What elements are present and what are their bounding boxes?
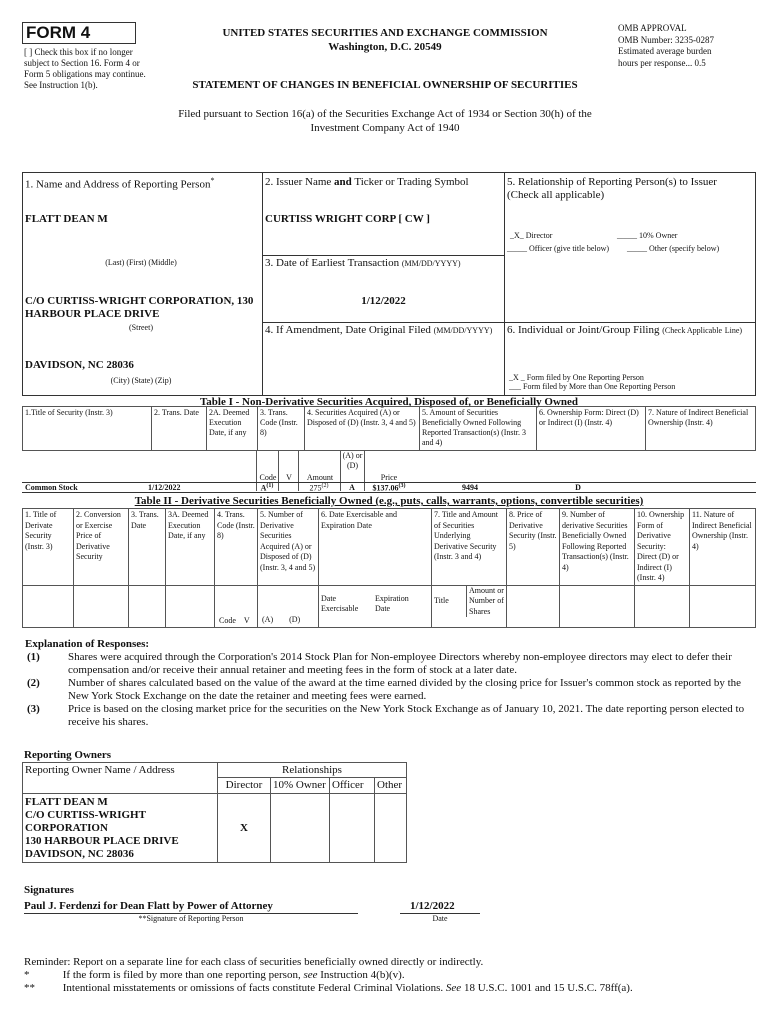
t2-h8: 8. Price of Derivative Security (Instr. 5): [507, 509, 560, 586]
street-caption: (Street): [129, 323, 153, 332]
owners-title: Reporting Owners: [24, 749, 112, 761]
table2-title: Table II - Derivative Securities Beneficially Owned (e.g., puts, calls, warrants, options, convertible securities): [134, 495, 644, 507]
t2-h5: 5. Number of Derivative Securities Acquired (A) or Disposed of (D) (Instr. 3, 4 and 5): [258, 509, 319, 586]
t1-h4: 4. Securities Acquired (A) or Disposed of (D) (Instr. 3, 4 and 5): [305, 407, 420, 451]
box5-label-2: (Check all applicable): [507, 189, 605, 201]
signature-caption: **Signature of Reporting Person: [138, 914, 244, 923]
signature-name: Paul J. Ferdenzi for Dean Flatt by Power of Attorney: [24, 900, 273, 912]
reminder: Reminder: Report on a separate line for each class of securities beneficially owned directly or indirectly.: [24, 956, 484, 968]
t2-h11: 11. Nature of Indirect Beneficial Ownership (Instr. 4): [690, 509, 756, 586]
t2-h4: 4. Trans. Code (Instr. 8): [215, 509, 258, 586]
street-line-1: C/O CURTISS-WRIGHT CORPORATION, 130: [25, 295, 254, 307]
other-checkbox[interactable]: _____ Other (specify below): [627, 244, 720, 253]
t1-row-form: D: [575, 483, 581, 492]
t2-sub-dates: Date Exercisable Expiration Date: [319, 585, 432, 627]
t1-sub-v: V: [286, 473, 292, 482]
t2-h3a: 3A. Deemed Execution Date, if any: [166, 509, 215, 586]
explanation-item: (3) Price is based on the closing market price for the securities on the New York Stock Exchange as of January 10, 2021. The date reporting person elected to receive his shares.: [27, 703, 745, 728]
box4-label: 4. If Amendment, Date Original Filed (MM/DD/YYYY): [265, 324, 493, 336]
omb-title: OMB APPROVAL: [618, 23, 687, 33]
t1-row: [22, 483, 756, 493]
agency-location: Washington, D.C. 20549: [328, 41, 442, 53]
omb-approval: [618, 23, 758, 69]
t1-row-title: Common Stock: [25, 483, 78, 492]
one-person-option[interactable]: _X _ Form filed by One Reporting Person: [509, 373, 644, 382]
table1: [22, 406, 756, 451]
agency-name: UNITED STATES SECURITIES AND EXCHANGE COMMISSION: [222, 27, 548, 39]
owners-col-name: Reporting Owner Name / Address: [23, 763, 218, 794]
owners-col-officer: Officer: [330, 778, 375, 794]
box3-label: 3. Date of Earliest Transaction (MM/DD/YYYY): [265, 257, 461, 269]
t1-sub-price: Price: [380, 473, 398, 482]
street-line-2: HARBOUR PLACE DRIVE: [25, 308, 160, 320]
city-caption: (City) (State) (Zip): [110, 376, 172, 385]
explanation-item: (1) Shares were acquired through the Corporation's 2014 Stock Plan for Non-employee Directors whereby non-employee directors may elect to defer their compensation and/or receive their annual retainer and meeting fees in the form of stock at a later date.: [27, 651, 732, 676]
t1-h2: 2. Trans. Date: [152, 407, 207, 451]
t2-h3: 3. Trans. Date: [129, 509, 166, 586]
explanation-title: Explanation of Responses:: [25, 638, 150, 650]
box1-sup: *: [210, 176, 215, 185]
signatures-title: Signatures: [24, 884, 74, 896]
t1-sub-code: Code: [259, 473, 277, 482]
check-box-note: [ ] Check this box if no longer subject to Section 16. Form 4 or Form 5 obligations may continue. See Instruction 1(b).: [24, 47, 146, 90]
owners-col-rel: Relationships: [218, 763, 407, 778]
form-title: FORM 4: [26, 23, 91, 42]
reporting-person-name: FLATT DEAN M: [25, 213, 108, 225]
box5-label-1: 5. Relationship of Reporting Person(s) to Issuer: [507, 176, 717, 188]
owner-address: FLATT DEAN M C/O CURTISS-WRIGHT CORPORATION 130 HARBOUR PLACE DRIVE DAVIDSON, NC 28036: [23, 794, 218, 863]
filed-pursuant-2: Investment Company Act of 1940: [310, 122, 460, 134]
filed-pursuant-1: Filed pursuant to Section 16(a) of the Securities Exchange Act of 1934 or Section 30(h) of the: [178, 108, 592, 120]
t2-sub-title-amount: Title Amount or Number of Shares: [432, 585, 507, 627]
footnote-1: * If the form is filed by more than one reporting person, see Instruction 4(b)(v).: [24, 969, 405, 981]
omb-burden-2: hours per response... 0.5: [618, 57, 706, 68]
city-state-zip: DAVIDSON, NC 28036: [25, 359, 134, 371]
t2-h7: 7. Title and Amount of Securities Underlying Derivative Security (Instr. 3 and 4): [432, 509, 507, 586]
explanation-list: [25, 651, 745, 729]
t1-h7: 7. Nature of Indirect Beneficial Ownership (Instr. 4): [646, 407, 756, 451]
owners-col-director: Director: [218, 778, 271, 794]
t1-row-amount: 275$^{(2)}$: [309, 483, 329, 493]
statement-title: STATEMENT OF CHANGES IN BENEFICIAL OWNERSHIP OF SECURITIES: [192, 79, 578, 91]
director-checkbox[interactable]: _X_ Director: [510, 231, 553, 240]
t2-h2: 2. Conversion or Exercise Price of Derivative Security: [74, 509, 129, 586]
t1-row-aord: A: [349, 483, 355, 492]
t1-subheader: [22, 451, 756, 483]
earliest-transaction-date: 1/12/2022: [361, 295, 406, 307]
omb-number: OMB Number: 3235-0287: [618, 34, 714, 45]
t1-row-date: 1/12/2022: [148, 483, 181, 492]
t1-h5: 5. Amount of Securities Beneficially Owned Following Reported Transaction(s) (Instr. 3 and 4): [420, 407, 537, 451]
t2-sub-ad: (A) (D): [258, 585, 319, 627]
signature-date-caption: Date: [432, 914, 448, 923]
table2: [22, 508, 756, 628]
box2-label: 2. Issuer Name and Ticker or Trading Symbol: [265, 176, 469, 188]
t1-row-code: $A^{(1)}$: [260, 483, 274, 493]
t1-h3: 3. Trans. Code (Instr. 8): [258, 407, 305, 451]
footnote-2: ** Intentional misstatements or omissions of facts constitute Federal Criminal Violations. See 18 U.S.C. 1001 and 15 U.S.C. 78ff(a).: [24, 982, 633, 994]
owners-table: [22, 762, 407, 863]
form-title-box: [22, 22, 136, 44]
t2-h1: 1. Title of Derivate Security (Instr. 3): [23, 509, 74, 586]
t1-h6: 6. Ownership Form: Direct (D) or Indirect (I) (Instr. 4): [537, 407, 646, 451]
t2-h9: 9. Number of derivative Securities Beneficially Owned Following Reported Transaction(s) (Instr. 4): [560, 509, 635, 586]
signature-date: 1/12/2022: [410, 900, 455, 912]
t2-sub-code: Code V: [215, 585, 258, 627]
box6-label: 6. Individual or Joint/Group Filing (Check Applicable Line): [507, 324, 743, 336]
t1-sub-amount: Amount: [306, 473, 334, 482]
table1-title: Table I - Non-Derivative Securities Acquired, Disposed of, or Beneficially Owned: [199, 396, 579, 408]
owners-col-other: Other: [375, 778, 407, 794]
t1-h2a: 2A. Deemed Execution Date, if any: [207, 407, 258, 451]
owners-col-ten: 10% Owner: [271, 778, 330, 794]
issuer-name: CURTISS WRIGHT CORP [ CW ]: [265, 213, 430, 225]
ten-percent-owner-checkbox[interactable]: _____ 10% Owner: [617, 231, 678, 240]
t2-h10: 10. Ownership Form of Derivative Security: Direct (D) or Indirect (I) (Instr. 4): [635, 509, 690, 586]
t1-row-owned: 9494: [462, 483, 478, 492]
t1-h1: 1.Title of Security (Instr. 3): [23, 407, 152, 451]
explanation-item: (2) Number of shares calculated based on the value of the award at the time earned divided by the closing price for Issuer's common stock as reported by the New York Stock Exchange on the date the retainer and meeting fees were earned.: [27, 677, 742, 702]
name-caption: (Last) (First) (Middle): [105, 258, 177, 267]
t1-sub-aord: (A) or (D): [342, 451, 363, 470]
box1-label: 1. Name and Address of Reporting Person*: [25, 176, 215, 191]
multi-person-option[interactable]: ___ Form filed by More than One Reporting Person: [509, 382, 676, 391]
t2-h6: 6. Date Exercisable and Expiration Date: [319, 509, 432, 586]
owner-director-mark: X: [218, 794, 271, 863]
omb-burden-1: Estimated average burden: [618, 46, 712, 56]
t1-row-price: $137.06$^{(3)}$: [372, 483, 406, 493]
officer-checkbox[interactable]: _____ Officer (give title below): [507, 244, 610, 253]
